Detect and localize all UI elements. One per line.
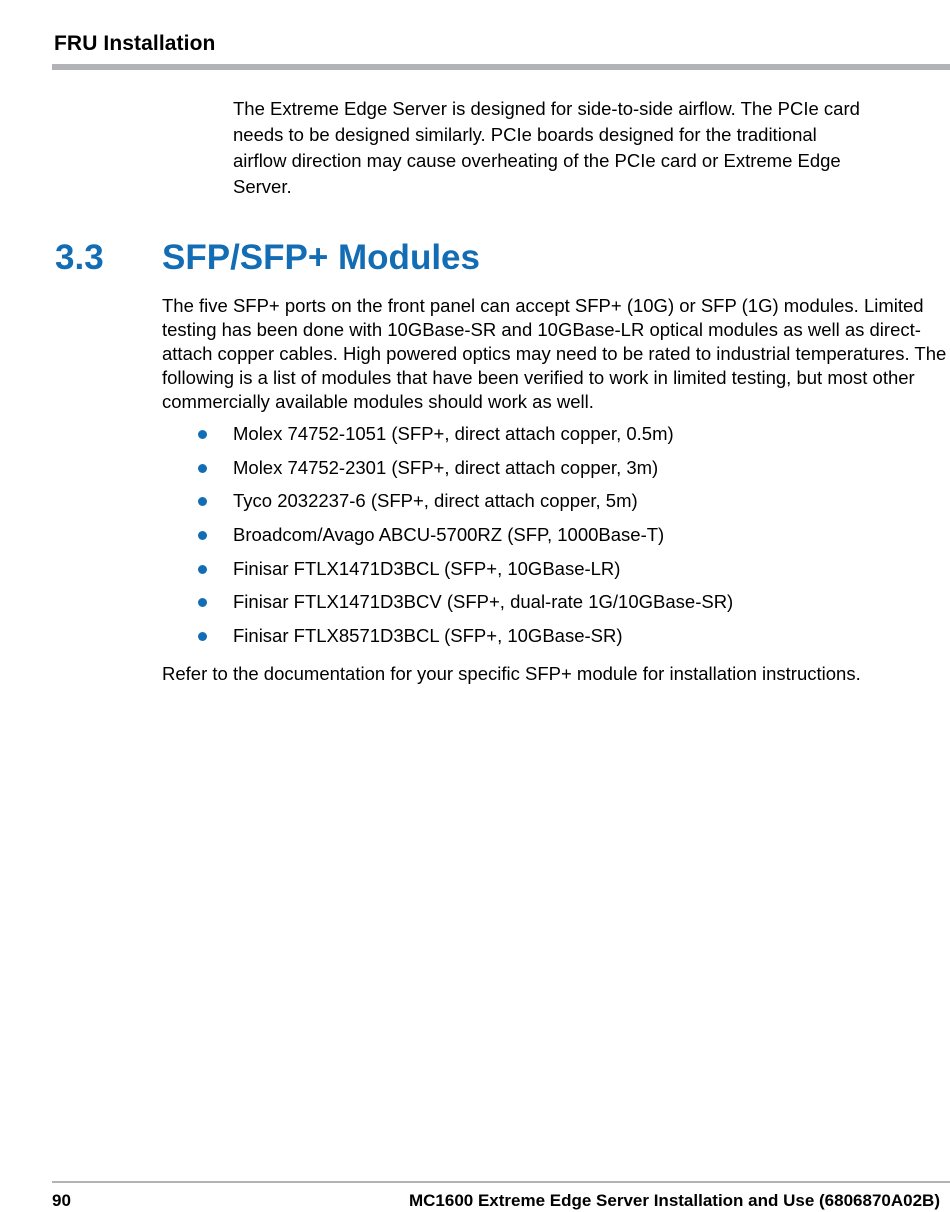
list-item: [162, 456, 733, 490]
list-item-text: Finisar FTLX1471D3BCV (SFP+, dual-rate 1G/10GBase-SR): [233, 591, 734, 613]
bullet-dot-icon: [198, 430, 207, 439]
list-item: [162, 624, 733, 658]
list-item: [162, 557, 733, 591]
list-item-text: Finisar FTLX1471D3BCL (SFP+, 10GBase-LR): [233, 557, 621, 579]
list-item-text: Tyco 2032237-6 (SFP+, direct attach copper, 5m): [233, 490, 638, 512]
bullet-dot-icon: [198, 531, 207, 540]
list-item: [162, 523, 733, 557]
module-list: [162, 422, 733, 658]
bullet-dot-icon: [198, 632, 207, 641]
header-rule: [52, 64, 950, 70]
list-item: [162, 489, 733, 523]
closing-paragraph: Refer to the documentation for your specific SFP+ module for installation instructions.: [162, 663, 861, 684]
bullet-dot-icon: [198, 565, 207, 574]
bullet-dot-icon: [198, 598, 207, 607]
list-item-text: Molex 74752-2301 (SFP+, direct attach copper, 3m): [233, 456, 659, 478]
section-intro-paragraph: The five SFP+ ports on the front panel can accept SFP+ (10G) or SFP (1G) modules. Limited testing has been done with 10GBase-SR and 10GBase-LR optical modules as well as direct-attach copper cables. High powered optics may need to be rated to industrial temperatures. The following is a list of modules that have been verified to work in limited testing, but most other commercially available modules should work as well.: [162, 295, 947, 412]
page-number: 90: [52, 1191, 71, 1210]
bullet-dot-icon: [198, 464, 207, 473]
footer-rule: [52, 1181, 950, 1183]
section-title: SFP/SFP+ Modules: [162, 238, 480, 277]
list-item-text: Broadcom/Avago ABCU-5700RZ (SFP, 1000Base-T): [233, 524, 665, 546]
airflow-note-paragraph: The Extreme Edge Server is designed for side-to-side airflow. The PCIe card needs to be designed similarly. PCIe boards designed for the traditional airflow direction may cause overheating of the PCIe card or Extreme Edge Server.: [233, 98, 860, 197]
section-number: 3.3: [55, 238, 104, 277]
list-item-text: Molex 74752-1051 (SFP+, direct attach copper, 0.5m): [233, 423, 674, 444]
section-heading: [55, 238, 480, 278]
list-item: [162, 422, 733, 456]
list-item: [162, 590, 733, 624]
bullet-dot-icon: [198, 497, 207, 506]
footer-document-title: MC1600 Extreme Edge Server Installation and Use (6806870A02B): [408, 1191, 940, 1210]
list-item-text: Finisar FTLX8571D3BCL (SFP+, 10GBase-SR): [233, 625, 623, 647]
running-header-title: FRU Installation: [54, 32, 216, 55]
